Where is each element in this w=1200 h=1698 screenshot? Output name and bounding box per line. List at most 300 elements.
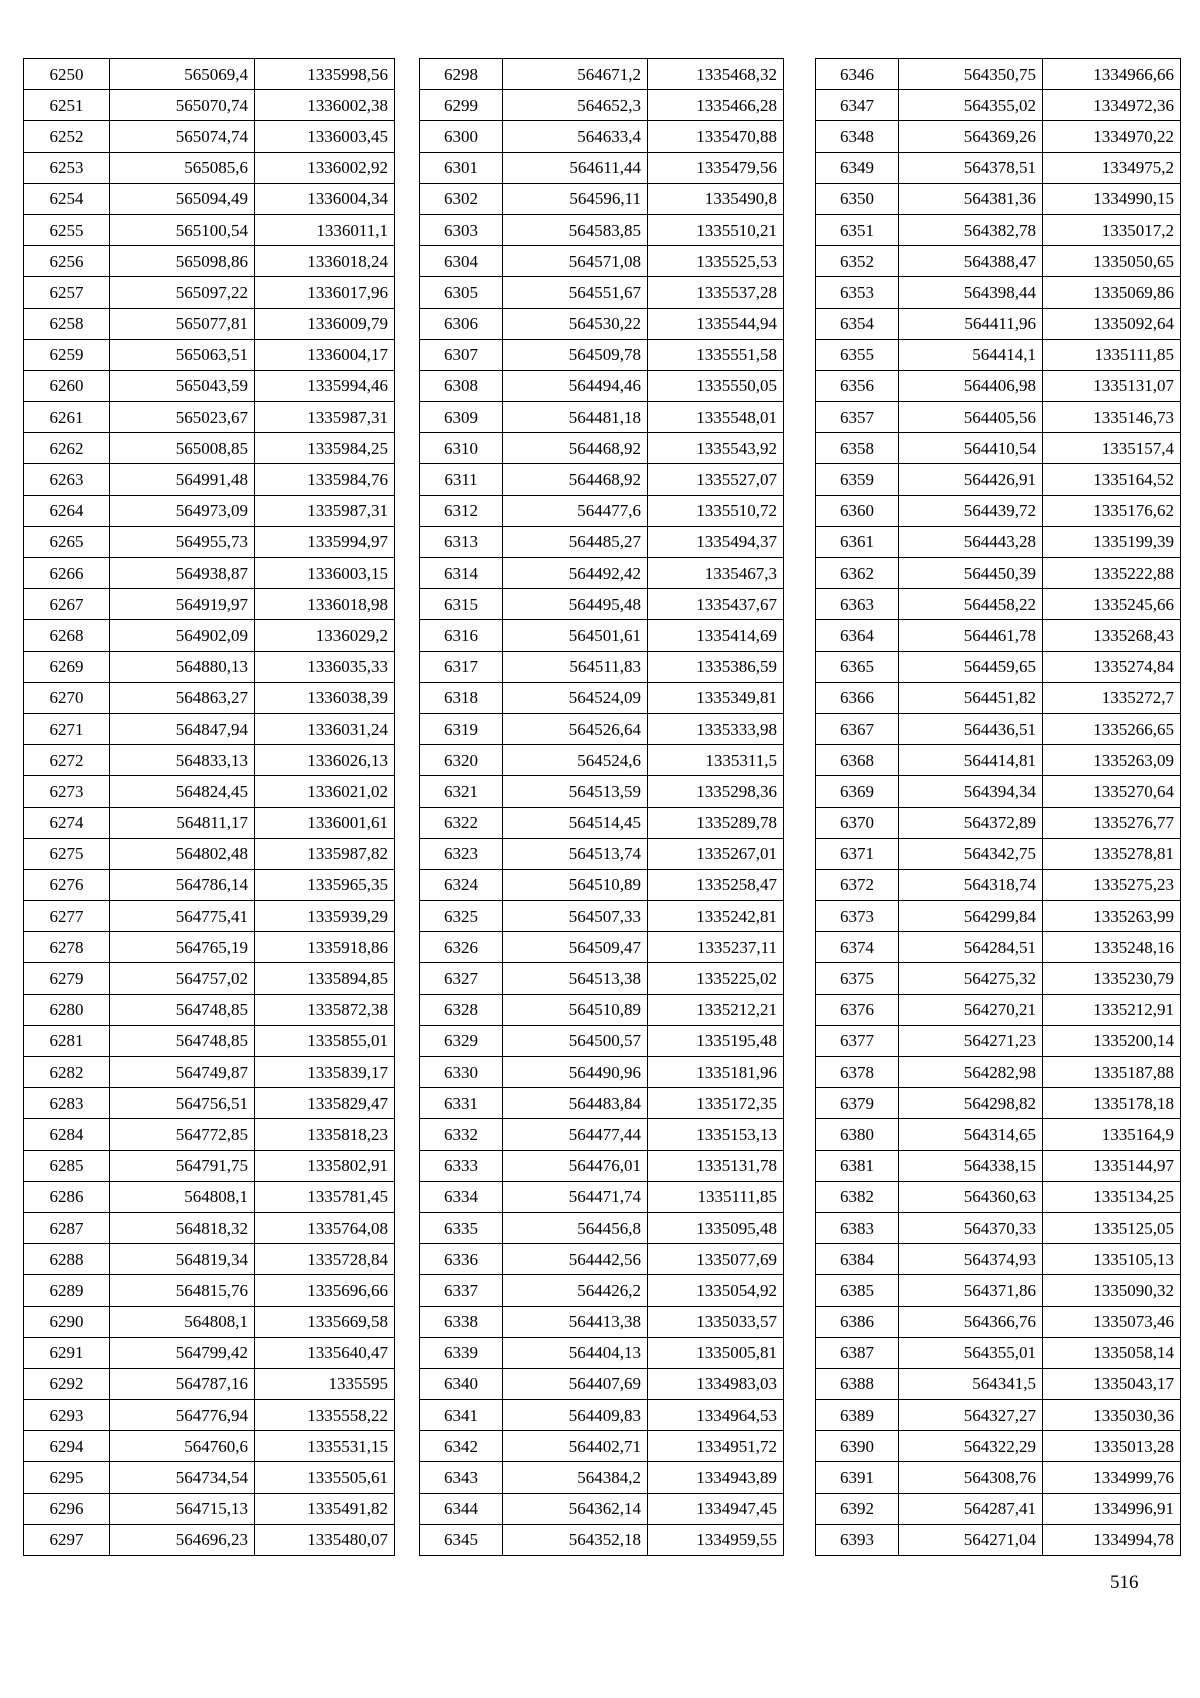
point-number-cell: 6290 (24, 1306, 110, 1337)
table-row (420, 963, 784, 994)
table-row (420, 90, 784, 121)
table-row (816, 589, 1181, 620)
x-coordinate-cell: 564671,2 (503, 59, 648, 90)
x-coordinate-cell: 564299,84 (899, 901, 1043, 932)
point-number-cell: 6314 (420, 558, 503, 589)
table-row (420, 121, 784, 152)
point-number-cell: 6307 (420, 339, 503, 370)
x-coordinate-cell: 564342,75 (899, 838, 1043, 869)
x-coordinate-cell: 564791,75 (110, 1150, 255, 1181)
y-coordinate-cell: 1336011,1 (255, 214, 395, 245)
point-number-cell: 6280 (24, 994, 110, 1025)
point-number-cell: 6273 (24, 776, 110, 807)
table-row (816, 526, 1181, 557)
x-coordinate-cell: 564409,83 (503, 1400, 648, 1431)
table-row (816, 402, 1181, 433)
y-coordinate-cell: 1335994,97 (255, 526, 395, 557)
y-coordinate-cell: 1335090,32 (1043, 1275, 1181, 1306)
point-number-cell: 6358 (816, 433, 899, 464)
y-coordinate-cell: 1335131,78 (648, 1150, 784, 1181)
point-number-cell: 6386 (816, 1306, 899, 1337)
point-number-cell: 6364 (816, 620, 899, 651)
y-coordinate-cell: 1335490,8 (648, 183, 784, 214)
y-coordinate-cell: 1335237,11 (648, 932, 784, 963)
table-row (420, 1462, 784, 1493)
point-number-cell: 6370 (816, 807, 899, 838)
point-number-cell: 6270 (24, 682, 110, 713)
y-coordinate-cell: 1335818,23 (255, 1119, 395, 1150)
point-number-cell: 6284 (24, 1119, 110, 1150)
x-coordinate-cell: 564271,04 (899, 1524, 1043, 1555)
table-row (420, 1400, 784, 1431)
y-coordinate-cell: 1335005,81 (648, 1337, 784, 1368)
y-coordinate-cell: 1335095,48 (648, 1212, 784, 1243)
y-coordinate-cell: 1334994,78 (1043, 1524, 1181, 1555)
x-coordinate-cell: 565070,74 (110, 90, 255, 121)
point-number-cell: 6378 (816, 1057, 899, 1088)
table-row (420, 1368, 784, 1399)
point-number-cell: 6352 (816, 246, 899, 277)
point-number-cell: 6385 (816, 1275, 899, 1306)
table-row (816, 620, 1181, 651)
x-coordinate-cell: 564501,61 (503, 620, 648, 651)
x-coordinate-cell: 564633,4 (503, 121, 648, 152)
point-number-cell: 6340 (420, 1368, 503, 1399)
point-number-cell: 6276 (24, 869, 110, 900)
x-coordinate-cell: 564355,02 (899, 90, 1043, 121)
table-row (420, 183, 784, 214)
x-coordinate-cell: 565094,49 (110, 183, 255, 214)
table-row (24, 1462, 395, 1493)
x-coordinate-cell: 564382,78 (899, 214, 1043, 245)
y-coordinate-cell: 1334975,2 (1043, 152, 1181, 183)
x-coordinate-cell: 564451,82 (899, 682, 1043, 713)
table-row (24, 464, 395, 495)
point-number-cell: 6310 (420, 433, 503, 464)
table-row (420, 370, 784, 401)
table-row (816, 682, 1181, 713)
table-row (24, 932, 395, 963)
x-coordinate-cell: 564388,47 (899, 246, 1043, 277)
point-number-cell: 6268 (24, 620, 110, 651)
table-row (24, 1431, 395, 1462)
y-coordinate-cell: 1335802,91 (255, 1150, 395, 1181)
x-coordinate-cell: 564341,5 (899, 1368, 1043, 1399)
y-coordinate-cell: 1335551,58 (648, 339, 784, 370)
y-coordinate-cell: 1334996,91 (1043, 1493, 1181, 1524)
y-coordinate-cell: 1335491,82 (255, 1493, 395, 1524)
y-coordinate-cell: 1335939,29 (255, 901, 395, 932)
table-row (24, 495, 395, 526)
table-row (816, 1462, 1181, 1493)
y-coordinate-cell: 1336021,02 (255, 776, 395, 807)
x-coordinate-cell: 564308,76 (899, 1462, 1043, 1493)
x-coordinate-cell: 564471,74 (503, 1181, 648, 1212)
y-coordinate-cell: 1335479,56 (648, 152, 784, 183)
table-row (816, 121, 1181, 152)
y-coordinate-cell: 1335272,7 (1043, 682, 1181, 713)
y-coordinate-cell: 1335274,84 (1043, 651, 1181, 682)
y-coordinate-cell: 1335510,21 (648, 214, 784, 245)
x-coordinate-cell: 565069,4 (110, 59, 255, 90)
table-row (24, 1368, 395, 1399)
point-number-cell: 6389 (816, 1400, 899, 1431)
point-number-cell: 6375 (816, 963, 899, 994)
point-number-cell: 6384 (816, 1244, 899, 1275)
x-coordinate-cell: 564492,42 (503, 558, 648, 589)
y-coordinate-cell: 1335640,47 (255, 1337, 395, 1368)
table-row (24, 90, 395, 121)
table-row (24, 1119, 395, 1150)
x-coordinate-cell: 564371,86 (899, 1275, 1043, 1306)
x-coordinate-cell: 564461,78 (899, 620, 1043, 651)
y-coordinate-cell: 1335480,07 (255, 1524, 395, 1555)
point-number-cell: 6353 (816, 277, 899, 308)
point-number-cell: 6277 (24, 901, 110, 932)
point-number-cell: 6300 (420, 121, 503, 152)
y-coordinate-cell: 1336029,2 (255, 620, 395, 651)
point-number-cell: 6373 (816, 901, 899, 932)
point-number-cell: 6292 (24, 1368, 110, 1399)
table-row (816, 308, 1181, 339)
x-coordinate-cell: 564765,19 (110, 932, 255, 963)
table-row (816, 1057, 1181, 1088)
x-coordinate-cell: 564404,13 (503, 1337, 648, 1368)
y-coordinate-cell: 1335043,17 (1043, 1368, 1181, 1399)
point-number-cell: 6255 (24, 214, 110, 245)
table-row (420, 807, 784, 838)
x-coordinate-cell: 564298,82 (899, 1088, 1043, 1119)
y-coordinate-cell: 1335105,13 (1043, 1244, 1181, 1275)
x-coordinate-cell: 564748,85 (110, 994, 255, 1025)
point-number-cell: 6360 (816, 495, 899, 526)
point-number-cell: 6286 (24, 1181, 110, 1212)
point-number-cell: 6275 (24, 838, 110, 869)
point-number-cell: 6298 (420, 59, 503, 90)
table-row (816, 745, 1181, 776)
x-coordinate-cell: 564799,42 (110, 1337, 255, 1368)
table-row (24, 713, 395, 744)
point-number-cell: 6317 (420, 651, 503, 682)
point-number-cell: 6334 (420, 1181, 503, 1212)
y-coordinate-cell: 1335349,81 (648, 682, 784, 713)
table-row (24, 1025, 395, 1056)
x-coordinate-cell: 564991,48 (110, 464, 255, 495)
point-number-cell: 6381 (816, 1150, 899, 1181)
point-number-cell: 6259 (24, 339, 110, 370)
y-coordinate-cell: 1335278,81 (1043, 838, 1181, 869)
y-coordinate-cell: 1335153,13 (648, 1119, 784, 1150)
x-coordinate-cell: 564355,01 (899, 1337, 1043, 1368)
table-row (420, 901, 784, 932)
y-coordinate-cell: 1335466,28 (648, 90, 784, 121)
y-coordinate-cell: 1336004,34 (255, 183, 395, 214)
y-coordinate-cell: 1335225,02 (648, 963, 784, 994)
x-coordinate-cell: 564284,51 (899, 932, 1043, 963)
y-coordinate-cell: 1335111,85 (1043, 339, 1181, 370)
x-coordinate-cell: 565100,54 (110, 214, 255, 245)
x-coordinate-cell: 564271,23 (899, 1025, 1043, 1056)
y-coordinate-cell: 1335144,97 (1043, 1150, 1181, 1181)
table-row (420, 1088, 784, 1119)
y-coordinate-cell: 1335077,69 (648, 1244, 784, 1275)
point-number-cell: 6323 (420, 838, 503, 869)
y-coordinate-cell: 1335069,86 (1043, 277, 1181, 308)
y-coordinate-cell: 1335263,99 (1043, 901, 1181, 932)
point-number-cell: 6347 (816, 90, 899, 121)
table-row (816, 246, 1181, 277)
table-row (816, 1431, 1181, 1462)
y-coordinate-cell: 1335298,36 (648, 776, 784, 807)
y-coordinate-cell: 1335054,92 (648, 1275, 784, 1306)
table-row (24, 433, 395, 464)
table-row (24, 651, 395, 682)
point-number-cell: 6251 (24, 90, 110, 121)
point-number-cell: 6332 (420, 1119, 503, 1150)
y-coordinate-cell: 1334972,36 (1043, 90, 1181, 121)
point-number-cell: 6357 (816, 402, 899, 433)
point-number-cell: 6278 (24, 932, 110, 963)
point-number-cell: 6267 (24, 589, 110, 620)
point-number-cell: 6252 (24, 121, 110, 152)
table-row (24, 1057, 395, 1088)
x-coordinate-cell: 564338,15 (899, 1150, 1043, 1181)
x-coordinate-cell: 564902,09 (110, 620, 255, 651)
point-number-cell: 6254 (24, 183, 110, 214)
point-number-cell: 6341 (420, 1400, 503, 1431)
point-number-cell: 6380 (816, 1119, 899, 1150)
y-coordinate-cell: 1335245,66 (1043, 589, 1181, 620)
point-number-cell: 6379 (816, 1088, 899, 1119)
point-number-cell: 6309 (420, 402, 503, 433)
x-coordinate-cell: 564282,98 (899, 1057, 1043, 1088)
y-coordinate-cell: 1335276,77 (1043, 807, 1181, 838)
x-coordinate-cell: 564374,93 (899, 1244, 1043, 1275)
x-coordinate-cell: 564583,85 (503, 214, 648, 245)
point-number-cell: 6250 (24, 59, 110, 90)
table-row (24, 1400, 395, 1431)
table-row (420, 59, 784, 90)
x-coordinate-cell: 564513,59 (503, 776, 648, 807)
y-coordinate-cell: 1335894,85 (255, 963, 395, 994)
y-coordinate-cell: 1335033,57 (648, 1306, 784, 1337)
y-coordinate-cell: 1335146,73 (1043, 402, 1181, 433)
y-coordinate-cell: 1335781,45 (255, 1181, 395, 1212)
y-coordinate-cell: 1335872,38 (255, 994, 395, 1025)
y-coordinate-cell: 1334951,72 (648, 1431, 784, 1462)
table-row (24, 558, 395, 589)
point-number-cell: 6291 (24, 1337, 110, 1368)
y-coordinate-cell: 1335414,69 (648, 620, 784, 651)
table-row (24, 526, 395, 557)
x-coordinate-cell: 564287,41 (899, 1493, 1043, 1524)
table-row (816, 433, 1181, 464)
x-coordinate-cell: 564406,98 (899, 370, 1043, 401)
point-number-cell: 6387 (816, 1337, 899, 1368)
x-coordinate-cell: 564402,71 (503, 1431, 648, 1462)
y-coordinate-cell: 1334964,53 (648, 1400, 784, 1431)
x-coordinate-cell: 564815,76 (110, 1275, 255, 1306)
x-coordinate-cell: 564495,48 (503, 589, 648, 620)
table-row (24, 1244, 395, 1275)
y-coordinate-cell: 1335527,07 (648, 464, 784, 495)
point-number-cell: 6283 (24, 1088, 110, 1119)
point-number-cell: 6390 (816, 1431, 899, 1462)
table-row (816, 1212, 1181, 1243)
table-row (420, 214, 784, 245)
y-coordinate-cell: 1335505,61 (255, 1462, 395, 1493)
x-coordinate-cell: 564352,18 (503, 1524, 648, 1555)
x-coordinate-cell: 564436,51 (899, 713, 1043, 744)
point-number-cell: 6306 (420, 308, 503, 339)
point-number-cell: 6285 (24, 1150, 110, 1181)
point-number-cell: 6315 (420, 589, 503, 620)
x-coordinate-cell: 564360,63 (899, 1181, 1043, 1212)
point-number-cell: 6319 (420, 713, 503, 744)
x-coordinate-cell: 564405,56 (899, 402, 1043, 433)
x-coordinate-cell: 564362,14 (503, 1493, 648, 1524)
point-number-cell: 6365 (816, 651, 899, 682)
point-number-cell: 6297 (24, 1524, 110, 1555)
y-coordinate-cell: 1335176,62 (1043, 495, 1181, 526)
x-coordinate-cell: 565097,22 (110, 277, 255, 308)
y-coordinate-cell: 1335998,56 (255, 59, 395, 90)
table-row (24, 1088, 395, 1119)
point-number-cell: 6351 (816, 214, 899, 245)
point-number-cell: 6338 (420, 1306, 503, 1337)
y-coordinate-cell: 1335125,05 (1043, 1212, 1181, 1243)
table-row (24, 620, 395, 651)
x-coordinate-cell: 564275,32 (899, 963, 1043, 994)
y-coordinate-cell: 1334947,45 (648, 1493, 784, 1524)
y-coordinate-cell: 1335470,88 (648, 121, 784, 152)
table-row (420, 1150, 784, 1181)
table-row (24, 807, 395, 838)
x-coordinate-cell: 564494,46 (503, 370, 648, 401)
y-coordinate-cell: 1335013,28 (1043, 1431, 1181, 1462)
point-number-cell: 6282 (24, 1057, 110, 1088)
x-coordinate-cell: 564973,09 (110, 495, 255, 526)
y-coordinate-cell: 1335984,25 (255, 433, 395, 464)
point-number-cell: 6279 (24, 963, 110, 994)
point-number-cell: 6293 (24, 1400, 110, 1431)
table-row (816, 1493, 1181, 1524)
y-coordinate-cell: 1335669,58 (255, 1306, 395, 1337)
x-coordinate-cell: 564847,94 (110, 713, 255, 744)
x-coordinate-cell: 564369,26 (899, 121, 1043, 152)
y-coordinate-cell: 1335266,65 (1043, 713, 1181, 744)
table-row (420, 1524, 784, 1555)
point-number-cell: 6260 (24, 370, 110, 401)
table-row (420, 869, 784, 900)
x-coordinate-cell: 565085,6 (110, 152, 255, 183)
x-coordinate-cell: 564476,01 (503, 1150, 648, 1181)
x-coordinate-cell: 564511,83 (503, 651, 648, 682)
x-coordinate-cell: 564611,44 (503, 152, 648, 183)
y-coordinate-cell: 1335510,72 (648, 495, 784, 526)
y-coordinate-cell: 1335199,39 (1043, 526, 1181, 557)
table-row (420, 433, 784, 464)
x-coordinate-cell: 564938,87 (110, 558, 255, 589)
point-number-cell: 6265 (24, 526, 110, 557)
x-coordinate-cell: 564824,45 (110, 776, 255, 807)
table-row (420, 994, 784, 1025)
point-number-cell: 6257 (24, 277, 110, 308)
x-coordinate-cell: 564414,81 (899, 745, 1043, 776)
point-number-cell: 6266 (24, 558, 110, 589)
y-coordinate-cell: 1335134,25 (1043, 1181, 1181, 1212)
x-coordinate-cell: 564787,16 (110, 1368, 255, 1399)
x-coordinate-cell: 564381,36 (899, 183, 1043, 214)
y-coordinate-cell: 1335164,52 (1043, 464, 1181, 495)
table-row (420, 589, 784, 620)
y-coordinate-cell: 1335058,14 (1043, 1337, 1181, 1368)
point-number-cell: 6320 (420, 745, 503, 776)
point-number-cell: 6343 (420, 1462, 503, 1493)
y-coordinate-cell: 1335333,98 (648, 713, 784, 744)
x-coordinate-cell: 564443,28 (899, 526, 1043, 557)
point-number-cell: 6256 (24, 246, 110, 277)
point-number-cell: 6304 (420, 246, 503, 277)
point-number-cell: 6327 (420, 963, 503, 994)
point-number-cell: 6288 (24, 1244, 110, 1275)
table-row (420, 1306, 784, 1337)
coordinates-table-2 (419, 58, 784, 1556)
x-coordinate-cell: 564398,44 (899, 277, 1043, 308)
table-row (816, 776, 1181, 807)
table-row (420, 152, 784, 183)
point-number-cell: 6328 (420, 994, 503, 1025)
table-row (420, 1119, 784, 1150)
table-row (420, 1212, 784, 1243)
x-coordinate-cell: 564485,27 (503, 526, 648, 557)
table-row (24, 1524, 395, 1555)
point-number-cell: 6330 (420, 1057, 503, 1088)
point-number-cell: 6274 (24, 807, 110, 838)
x-coordinate-cell: 565043,59 (110, 370, 255, 401)
x-coordinate-cell: 564442,56 (503, 1244, 648, 1275)
table-row (420, 620, 784, 651)
y-coordinate-cell: 1335548,01 (648, 402, 784, 433)
table-row (24, 776, 395, 807)
point-number-cell: 6296 (24, 1493, 110, 1524)
y-coordinate-cell: 1335050,65 (1043, 246, 1181, 277)
x-coordinate-cell: 564833,13 (110, 745, 255, 776)
y-coordinate-cell: 1335017,2 (1043, 214, 1181, 245)
point-number-cell: 6368 (816, 745, 899, 776)
x-coordinate-cell: 564808,1 (110, 1181, 255, 1212)
x-coordinate-cell: 564270,21 (899, 994, 1043, 1025)
point-number-cell: 6305 (420, 277, 503, 308)
table-row (420, 1057, 784, 1088)
y-coordinate-cell: 1336017,96 (255, 277, 395, 308)
x-coordinate-cell: 564775,41 (110, 901, 255, 932)
table-row (816, 869, 1181, 900)
x-coordinate-cell: 564652,3 (503, 90, 648, 121)
table-row (420, 1493, 784, 1524)
y-coordinate-cell: 1335558,22 (255, 1400, 395, 1431)
y-coordinate-cell: 1335164,9 (1043, 1119, 1181, 1150)
table-row (420, 682, 784, 713)
y-coordinate-cell: 1335267,01 (648, 838, 784, 869)
table-row (24, 1150, 395, 1181)
table-row (24, 121, 395, 152)
table-row (24, 1493, 395, 1524)
table-row (24, 1337, 395, 1368)
x-coordinate-cell: 564696,23 (110, 1524, 255, 1555)
point-number-cell: 6342 (420, 1431, 503, 1462)
table-row (420, 495, 784, 526)
